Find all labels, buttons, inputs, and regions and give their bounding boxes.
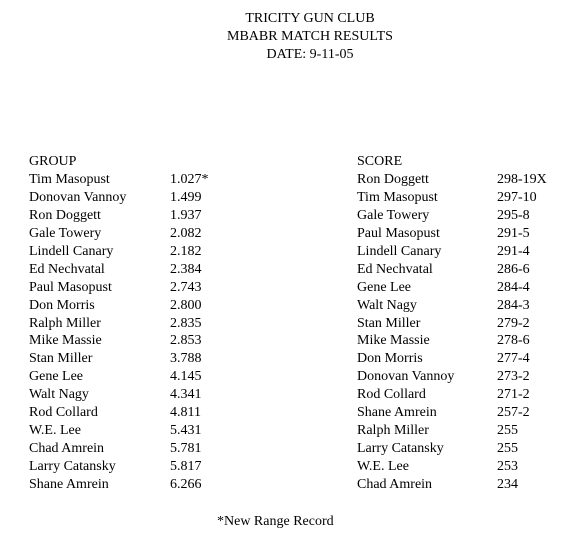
score-row bbox=[357, 171, 547, 189]
score-row bbox=[357, 476, 518, 494]
group-size: 2.743 bbox=[170, 279, 202, 295]
shooter-name: Walt Nagy bbox=[29, 387, 89, 403]
shooter-name: Ron Doggett bbox=[29, 207, 101, 223]
group-row bbox=[29, 171, 209, 189]
shooter-name: Donovan Vannoy bbox=[29, 189, 127, 205]
group-row bbox=[29, 297, 202, 315]
score-value: 291-5 bbox=[497, 225, 530, 241]
shooter-name: Mike Massie bbox=[357, 333, 430, 349]
group-size: 1.499 bbox=[170, 189, 202, 205]
score-value: 291-4 bbox=[497, 243, 530, 259]
group-size: 5.431 bbox=[170, 423, 202, 439]
shooter-name: Paul Masopust bbox=[357, 225, 440, 241]
score-value: 271-2 bbox=[497, 387, 530, 403]
document-header bbox=[0, 10, 577, 64]
group-row bbox=[29, 350, 202, 368]
score-row bbox=[357, 440, 518, 458]
shooter-name: Don Morris bbox=[357, 351, 423, 367]
shooter-name: Ron Doggett bbox=[357, 172, 429, 187]
score-value: 297-10 bbox=[497, 189, 537, 205]
group-row bbox=[29, 189, 202, 207]
shooter-name: Ralph Miller bbox=[29, 315, 101, 331]
group-size: 5.817 bbox=[170, 459, 202, 474]
score-row bbox=[357, 297, 530, 315]
score-value: 234 bbox=[497, 476, 518, 492]
score-value: 273-2 bbox=[497, 369, 530, 385]
score-row bbox=[357, 225, 530, 243]
group-row bbox=[29, 368, 202, 386]
shooter-name: Ralph Miller bbox=[357, 423, 429, 439]
group-size: 1.937 bbox=[170, 207, 202, 223]
group-row bbox=[29, 440, 202, 458]
club-title: TRICITY GUN CLUB bbox=[245, 11, 375, 26]
group-row bbox=[29, 243, 202, 261]
score-row bbox=[357, 458, 518, 476]
match-date: DATE: 9-11-05 bbox=[266, 47, 354, 62]
score-row bbox=[357, 207, 530, 225]
group-row bbox=[29, 458, 202, 476]
score-row bbox=[357, 315, 530, 333]
group-results-list bbox=[29, 171, 209, 494]
group-results-column bbox=[29, 153, 209, 494]
shooter-name: Ed Nechvatal bbox=[357, 261, 433, 277]
score-value: 278-6 bbox=[497, 333, 530, 349]
shooter-name: Gene Lee bbox=[357, 279, 412, 295]
shooter-name: Larry Catansky bbox=[29, 459, 116, 474]
group-row bbox=[29, 404, 201, 422]
shooter-name: Tim Masopust bbox=[29, 172, 110, 187]
group-row bbox=[29, 207, 202, 225]
score-row bbox=[357, 279, 530, 297]
shooter-name: Chad Amrein bbox=[29, 441, 105, 457]
group-size: 2.835 bbox=[170, 315, 202, 331]
group-row bbox=[29, 386, 202, 404]
score-row bbox=[357, 189, 537, 207]
shooter-name: Stan Miller bbox=[29, 351, 93, 367]
score-value: 255 bbox=[497, 423, 518, 439]
shooter-name: Tim Masopust bbox=[357, 189, 438, 205]
group-row bbox=[29, 422, 202, 440]
match-title: MBABR MATCH RESULTS bbox=[227, 29, 393, 44]
group-size: 2.182 bbox=[170, 243, 202, 259]
shooter-name: Gene Lee bbox=[29, 369, 84, 385]
score-value: 253 bbox=[497, 459, 518, 474]
shooter-name: Donovan Vannoy bbox=[357, 369, 455, 385]
group-row bbox=[29, 315, 202, 333]
shooter-name: Rod Collard bbox=[29, 405, 98, 421]
score-row bbox=[357, 332, 530, 350]
group-size: 2.800 bbox=[170, 297, 202, 313]
score-value: 298-19X bbox=[497, 172, 547, 187]
shooter-name: Paul Masopust bbox=[29, 279, 112, 295]
shooter-name: Shane Amrein bbox=[29, 476, 109, 492]
group-size: 1.027* bbox=[170, 172, 209, 187]
group-row bbox=[29, 261, 202, 279]
score-value: 286-6 bbox=[497, 261, 530, 277]
score-row bbox=[357, 404, 530, 422]
score-value: 257-2 bbox=[497, 405, 530, 421]
score-results-column bbox=[357, 153, 547, 494]
shooter-name: Stan Miller bbox=[357, 315, 421, 331]
score-row bbox=[357, 261, 530, 279]
score-value: 277-4 bbox=[497, 351, 530, 367]
score-row bbox=[357, 350, 530, 368]
shooter-name: Lindell Canary bbox=[357, 243, 442, 259]
shooter-name: Mike Massie bbox=[29, 333, 102, 349]
shooter-name: Lindell Canary bbox=[29, 243, 114, 259]
group-size: 6.266 bbox=[170, 476, 202, 492]
group-size: 4.811 bbox=[170, 405, 201, 421]
group-size: 2.082 bbox=[170, 225, 202, 241]
shooter-name: Walt Nagy bbox=[357, 297, 417, 313]
score-row bbox=[357, 243, 530, 261]
shooter-name: Don Morris bbox=[29, 297, 95, 313]
score-row bbox=[357, 422, 518, 440]
group-size: 2.853 bbox=[170, 333, 202, 349]
shooter-name: Rod Collard bbox=[357, 387, 426, 403]
shooter-name: Gale Towery bbox=[357, 207, 430, 223]
score-row bbox=[357, 368, 530, 386]
group-row bbox=[29, 279, 202, 297]
group-size: 2.384 bbox=[170, 261, 202, 277]
score-value: 284-3 bbox=[497, 297, 530, 313]
score-results-list bbox=[357, 171, 547, 494]
group-row bbox=[29, 476, 202, 494]
group-size: 4.341 bbox=[170, 387, 202, 403]
score-value: 279-2 bbox=[497, 315, 530, 331]
group-row bbox=[29, 332, 202, 350]
score-value: 255 bbox=[497, 441, 518, 457]
score-value: 295-8 bbox=[497, 207, 530, 223]
shooter-name: Chad Amrein bbox=[357, 476, 433, 492]
shooter-name: Gale Towery bbox=[29, 225, 102, 241]
shooter-name: W.E. Lee bbox=[357, 459, 409, 474]
group-heading: GROUP bbox=[29, 154, 77, 169]
shooter-name: Ed Nechvatal bbox=[29, 261, 105, 277]
group-size: 3.788 bbox=[170, 351, 202, 367]
group-size: 4.145 bbox=[170, 369, 202, 385]
footnote: *New Range Record bbox=[217, 514, 334, 529]
group-size: 5.781 bbox=[170, 441, 202, 457]
shooter-name: Larry Catansky bbox=[357, 441, 444, 457]
score-value: 284-4 bbox=[497, 279, 530, 295]
score-heading: SCORE bbox=[357, 154, 403, 169]
score-row bbox=[357, 386, 530, 404]
shooter-name: W.E. Lee bbox=[29, 423, 81, 439]
shooter-name: Shane Amrein bbox=[357, 405, 437, 421]
group-row bbox=[29, 225, 202, 243]
